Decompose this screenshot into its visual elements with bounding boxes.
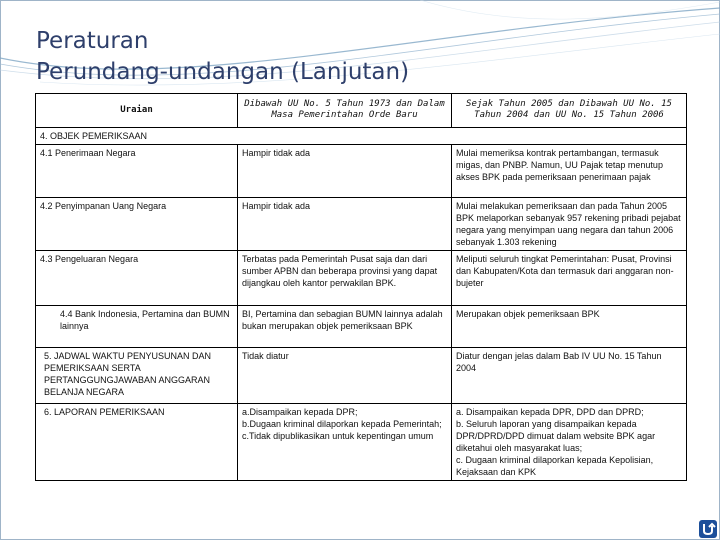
row-after: a. Disampaikan kepada DPR, DPD dan DPRD; b. Seluruh laporan yang disampaikan kepada DPR/DPRD/DPD dimuat dalam website BPK agar diketahui oleh masyarakat luas; c. Dugaan kriminal dilaporkan kepada Kepolisian, Kejaksaan dan KPK: [452, 404, 687, 481]
comparison-table: [35, 93, 687, 481]
section-row: [36, 128, 687, 145]
table-row: [36, 348, 687, 404]
row-before: a.Disampaikan kepada DPR; b.Dugaan kriminal dilaporkan kepada Pemerintah; c.Tidak dipublikasikan untuk kepentingan umum: [238, 404, 452, 481]
row-before: Hampir tidak ada: [238, 198, 452, 251]
table-row: [36, 198, 687, 251]
row-after: Mulai memeriksa kontrak pertambangan, termasuk migas, dan PNBP. Namun, UU Pajak tetap menutup akses BPK pada pemeriksaan penerimaan pajak: [452, 145, 687, 198]
row-uraian: 4.3 Pengeluaran Negara: [36, 251, 238, 306]
header-uraian: Uraian: [36, 94, 238, 128]
row-after: Merupakan objek pemeriksaan BPK: [452, 306, 687, 348]
row-uraian: 6. LAPORAN PEMERIKSAAN: [36, 404, 238, 481]
row-after: Meliputi seluruh tingkat Pemerintahan: Pusat, Provinsi dan Kabupaten/Kota dan termasuk dari anggaran non-bujeter: [452, 251, 687, 306]
row-before: Hampir tidak ada: [238, 145, 452, 198]
header-after: Sejak Tahun 2005 dan Dibawah UU No. 15 Tahun 2004 dan UU No. 15 Tahun 2006: [452, 94, 687, 128]
table-header-row: [36, 94, 687, 128]
row-before: BI, Pertamina dan sebagian BUMN lainnya adalah bukan merupakan objek pemeriksaan BPK: [238, 306, 452, 348]
row-uraian: 4.1 Penerimaan Negara: [36, 145, 238, 198]
row-before: Tidak diatur: [238, 348, 452, 404]
header-before: Dibawah UU No. 5 Tahun 1973 dan Dalam Masa Pemerintahan Orde Baru: [238, 94, 452, 128]
table-row: [36, 251, 687, 306]
slide-title-line2: Perundang-undangan (Lanjutan): [36, 59, 410, 85]
row-uraian: 4.2 Penyimpanan Uang Negara: [36, 198, 238, 251]
row-uraian: 5. JADWAL WAKTU PENYUSUNAN DAN PEMERIKSAAN SERTA PERTANGGUNGJAWABAN ANGGARAN BELANJA NEGARA: [36, 348, 238, 404]
row-after: Mulai melakukan pemeriksaan dan pada Tahun 2005 BPK melaporkan sebanyak 957 rekening pribadi pejabat negara yang menyimpan uang negara dan tahun 2006 sebanyak 1.303 rekening: [452, 198, 687, 251]
row-before: Terbatas pada Pemerintah Pusat saja dan dari sumber APBN dan beberapa provinsi yang dapat dijangkau oleh kantor perwakilan BPK.: [238, 251, 452, 306]
return-nav-icon[interactable]: [699, 520, 717, 538]
slide-title-line1: Peraturan: [36, 28, 149, 54]
section-objek-pemeriksaan: 4. OBJEK PEMERIKSAAN: [36, 128, 687, 145]
row-uraian: 4.4 Bank Indonesia, Pertamina dan BUMN lainnya: [36, 306, 238, 348]
table-row: [36, 145, 687, 198]
row-after: Diatur dengan jelas dalam Bab IV UU No. 15 Tahun 2004: [452, 348, 687, 404]
table-row: [36, 404, 687, 481]
slide-title: [36, 26, 409, 88]
table-row: [36, 306, 687, 348]
